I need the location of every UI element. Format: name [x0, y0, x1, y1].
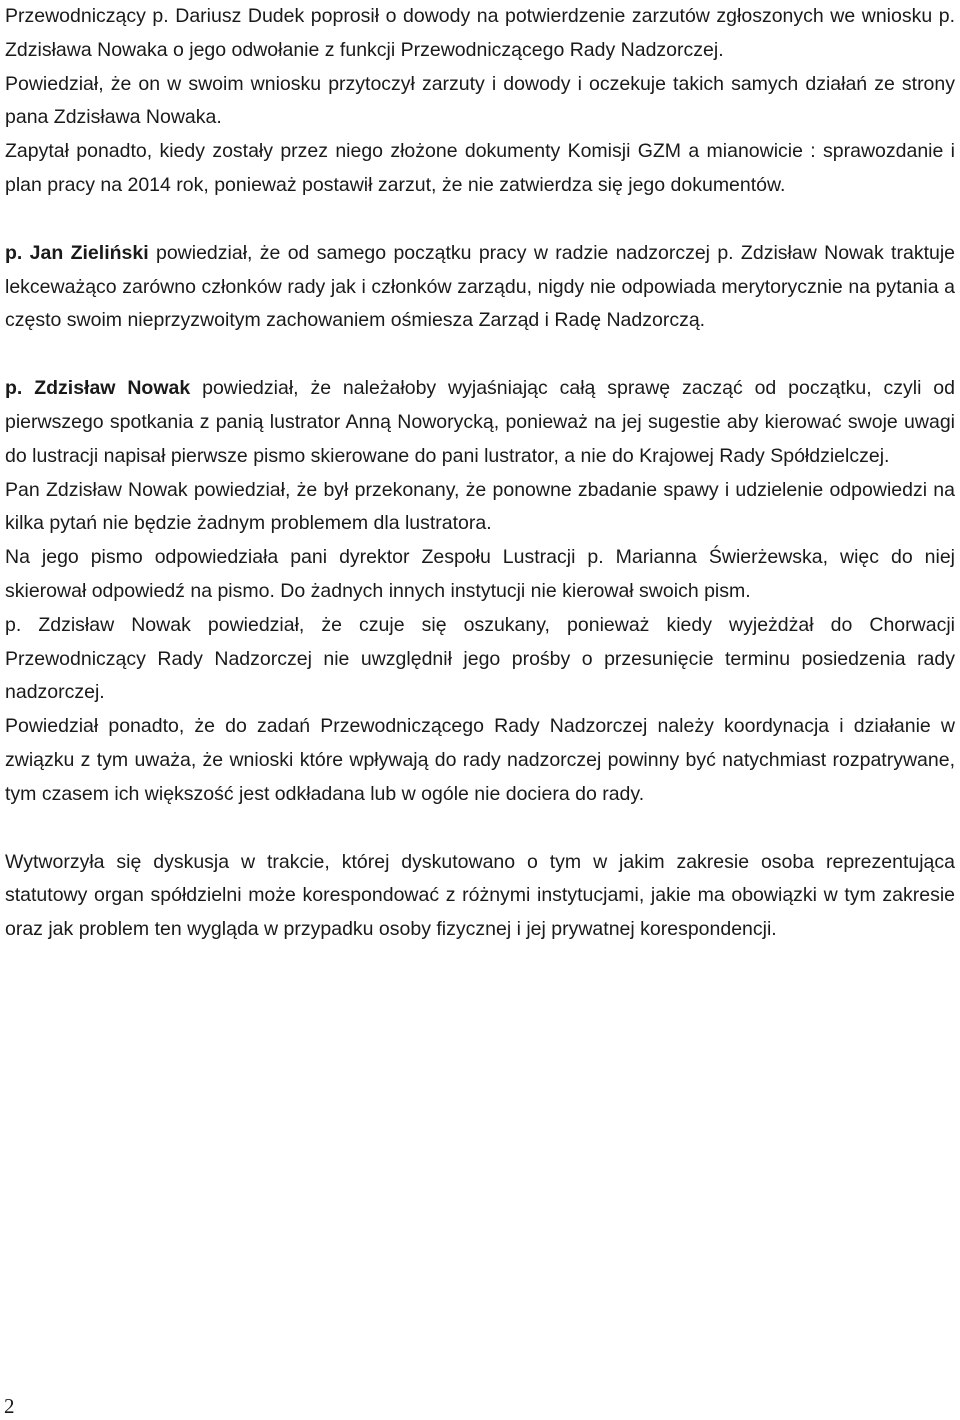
paragraph-gzm-question: Zapytał ponadto, kiedy zostały przez niego złożone dokumenty Komisji GZM a mianowicie : sprawozdanie i plan pracy na 2014 rok, ponieważ postawił zarzut, że nie zatwierdza się jego dokumentów. — [5, 140, 955, 196]
page-number: 2 — [4, 1394, 15, 1418]
paragraph-chairman-duties: Powiedział ponadto, że do zadań Przewodniczącego Rady Nadzorczej należy koordynacja i działanie w związku z tym uważa, że wnioski które wpływają do rady nadzorczej powinny być natychmiast rozpatrywane, tym czasem ich większość jest odkładana lub w ogóle nie dociera do rady. — [5, 715, 955, 805]
document-page — [5, 0, 955, 947]
paragraph-response-letter: Na jego pismo odpowiedziała pani dyrektor Zespołu Lustracji p. Marianna Świerżewska, więc do niej skierował odpowiedź na pismo. Do żadnych innych instytucji nie kierował swoich pism. — [5, 546, 955, 602]
paragraph-chairman-request: Przewodniczący p. Dariusz Dudek poprosił o dowody na potwierdzenie zarzutów zgłoszonych we wniosku p. Zdzisława Nowaka o jego odwołanie z funkcji Przewodniczącego Rady Nadzorczej. — [5, 5, 955, 61]
speaker-name: p. Zdzisław Nowak — [5, 377, 191, 400]
paragraph-gap — [5, 338, 955, 372]
paragraph-gap — [5, 812, 955, 846]
paragraph-nowak-statement — [5, 372, 955, 473]
paragraph-zielinski — [5, 237, 955, 338]
paragraph-nowak-deceived: p. Zdzisław Nowak powiedział, że czuje się oszukany, ponieważ kiedy wyjeżdżał do Chorwacji Przewodniczący Rady Nadzorczej nie uwzględnił jego prośby o przesunięcie terminu posiedzenia rady nadzorczej. — [5, 613, 955, 704]
paragraph-nowak-conviction: Pan Zdzisław Nowak powiedział, że był przekonany, że ponowne zbadanie spawy i udzielenie odpowiedzi na kilka pytań nie będzie żadnym problemem dla lustratora. — [5, 478, 955, 535]
speaker-statement: powiedział, że od samego początku pracy w radzie nadzorczej p. Zdzisław Nowak traktuje lekceważąco zarówno członków rady jak i członków zarządu, nigdy nie odpowiada merytorycznie na pytania a często swoim nieprzyzwoitym zachowaniem ośmiesza Zarząd i Radę Nadzorczą. — [5, 241, 956, 332]
speaker-statement: powiedział, że należałoby wyjaśniając całą sprawę zacząć od początku, czyli od pierwszego spotkania z panią lustrator Anną Noworycką, ponieważ na jej sugestie aby kierować swoje uwagi do lustracji napisał pierwsze pismo skierowane do pani lustrator, a nie do Krajowej Rady Spółdzielczej. — [5, 377, 955, 467]
paragraph-gap — [5, 203, 955, 237]
speaker-name: p. Jan Zieliński — [5, 241, 149, 264]
paragraph-discussion: Wytworzyła się dyskusja w trakcie, której dyskutowano o tym w jakim zakresie osoba reprezentująca statutowy organ spółdzielni może korespondować z różnymi instytucjami, jakie ma obowiązki w tym zakresie oraz jak problem ten wygląda w przypadku osoby fizycznej i jej prywatnej korespondencji. — [5, 850, 955, 941]
paragraph-expectations: Powiedział, że on w swoim wniosku przytoczył zarzuty i dowody i oczekuje takich samych działań ze strony pana Zdzisława Nowaka. — [5, 72, 955, 129]
